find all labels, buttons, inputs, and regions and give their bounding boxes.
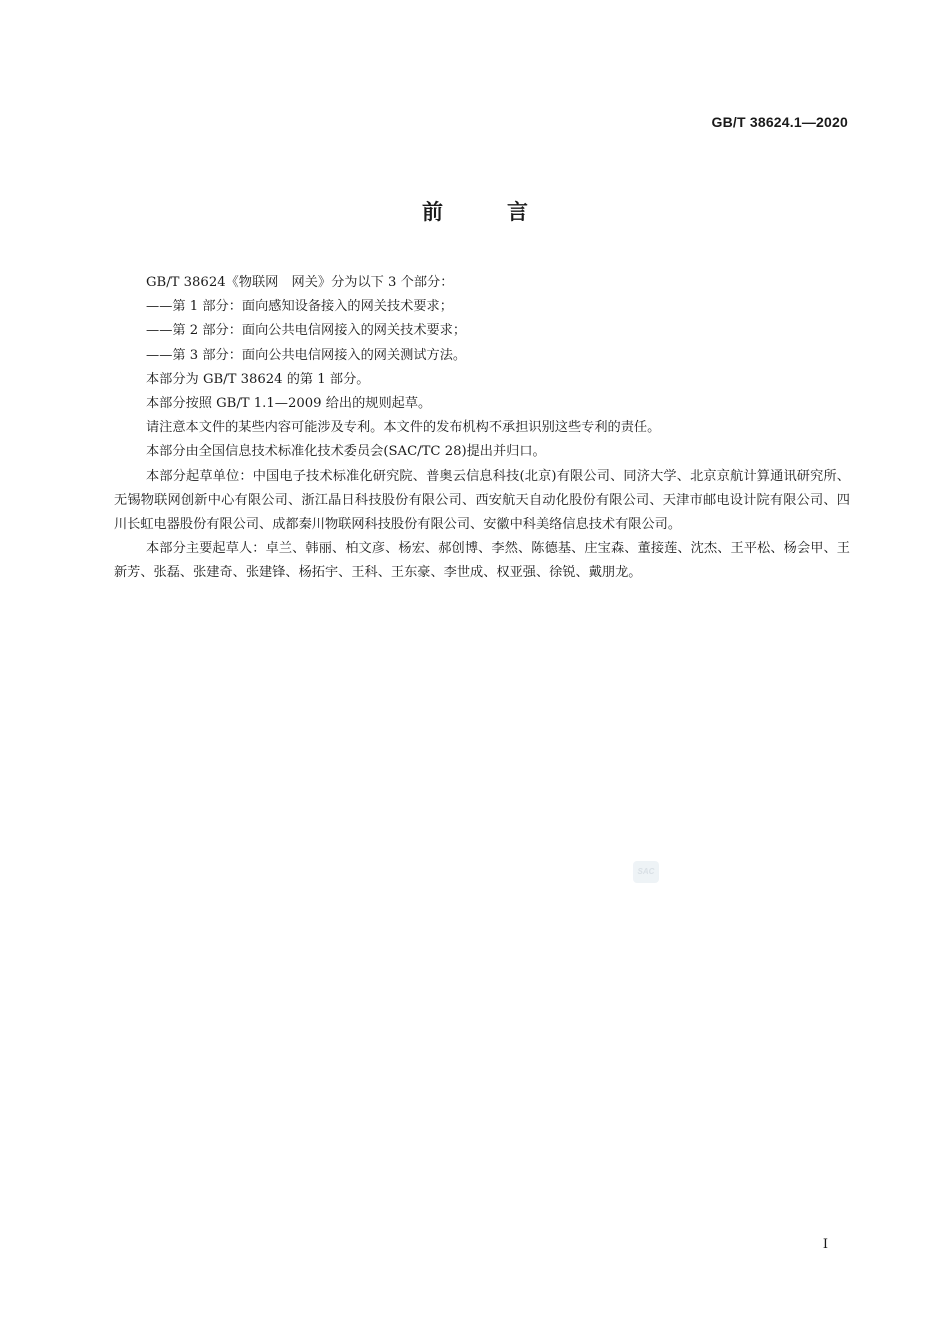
sac-watermark-logo: SAC bbox=[633, 861, 659, 883]
paragraph: GB/T 38624《物联网 网关》分为以下 3 个部分： bbox=[146, 275, 454, 290]
paragraph: 本部分按照 GB/T 1.1—2009 给出的规则起草。 bbox=[146, 396, 432, 412]
paragraph: ——第 3 部分：面向公共电信网接入的网关测试方法。 bbox=[146, 347, 467, 363]
standard-code: GB/T 38624.1—2020 bbox=[711, 114, 848, 130]
foreword-body bbox=[114, 271, 850, 586]
page-title: 前言 bbox=[422, 200, 592, 224]
paragraph: 本部分为 GB/T 38624 的第 1 部分。 bbox=[146, 371, 370, 387]
paragraph: ——第 1 部分：面向感知设备接入的网关技术要求； bbox=[146, 299, 453, 315]
paragraph: 本部分由全国信息技术标准化技术委员会(SAC/TC 28)提出并归口。 bbox=[146, 444, 546, 460]
page-number: I bbox=[822, 1237, 828, 1252]
paragraph-drafting-units: 本部分起草单位：中国电子技术标准化研究院、普奥云信息科技(北京)有限公司、同济大学、北京京航计算通讯研究所、无锡物联网创新中心有限公司、浙江晶日科技股份有限公司、西安航天自动化股份有限公司、天津市邮电设计院有限公司、四川长虹电器股份有限公司、成都秦川物联网科技股份有限公司、安徽中科美络信息技术有限公司。 bbox=[114, 468, 850, 533]
paragraph: ——第 2 部分：面向公共电信网接入的网关技术要求； bbox=[146, 323, 467, 339]
paragraph: 请注意本文件的某些内容可能涉及专利。本文件的发布机构不承担识别这些专利的责任。 bbox=[146, 420, 661, 436]
paragraph-drafters: 本部分主要起草人：卓兰、韩丽、柏文彦、杨宏、郝创博、李然、陈德基、庄宝森、董接莲、沈杰、王平松、杨会甲、王新芳、张磊、张建奇、张建锋、杨拓宇、王科、王东豪、李世成、权亚强、徐锐、戴朋龙。 bbox=[114, 541, 850, 581]
